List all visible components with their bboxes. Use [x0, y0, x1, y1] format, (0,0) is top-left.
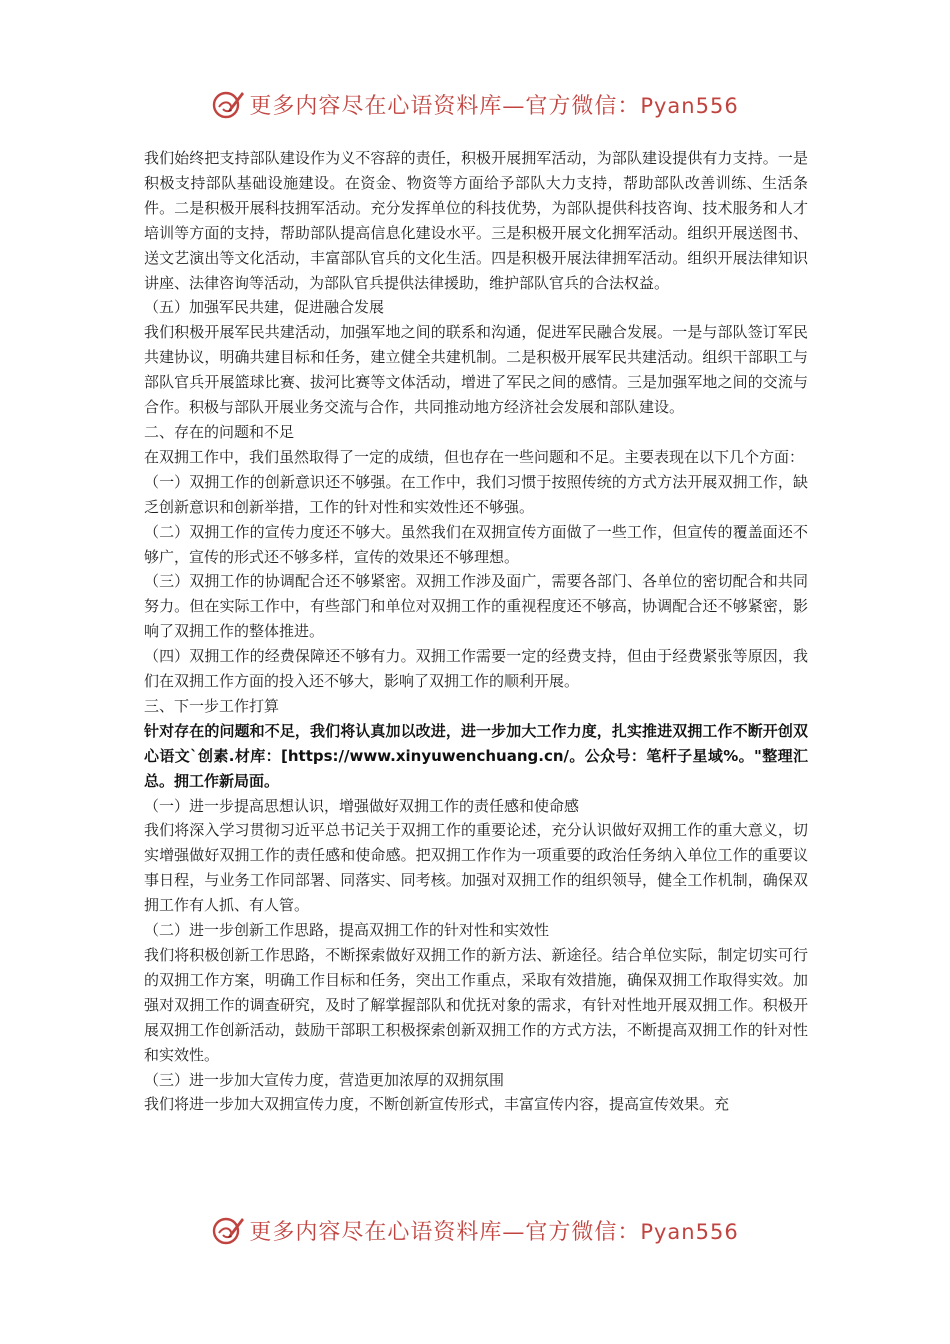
section-heading: （一）进一步提高思想认识，增强做好双拥工作的责任感和使命感 — [144, 796, 580, 815]
pen-logo-icon — [211, 87, 245, 121]
paragraph: （二）双拥工作的宣传力度还不够大。虽然我们在双拥宣传方面做了一些工作，但宣传的覆盖面还不够广，宣传的形式还不够多样，宣传的效果还不够理想。 — [144, 522, 808, 566]
header-banner — [0, 84, 950, 124]
header-banner-text: 更多内容尽在心语资料库—官方微信： — [249, 93, 641, 119]
footer-banner-wechat-id: Pyan556 — [640, 1219, 739, 1244]
paragraph: 在双拥工作中，我们虽然取得了一定的成绩，但也存在一些问题和不足。主要表现在以下几个方面： — [144, 447, 805, 466]
pen-logo-icon — [211, 1213, 245, 1247]
header-banner-wechat-id: Pyan556 — [640, 93, 739, 118]
section-heading: 三、下一步工作打算 — [144, 696, 280, 715]
paragraph: （四）双拥工作的经费保障还不够有力。双拥工作需要一定的经费支持，但由于经费紧张等原因，我们在双拥工作方面的投入还不够大，影响了双拥工作的顺利开展。 — [144, 647, 808, 691]
section-heading: 二、存在的问题和不足 — [144, 422, 295, 441]
section-heading: （五）加强军民共建，促进融合发展 — [144, 298, 385, 317]
document-body — [144, 146, 808, 1117]
paragraph: 我们始终把支持部队建设作为义不容辞的责任，积极开展拥军活动，为部队建设提供有力支持。一是积极支持部队基础设施建设。在资金、物资等方面给予部队大力支持，帮助部队改善训练、生活条件。二是积极开展科技拥军活动。充分发挥单位的科技优势，为部队提供科技咨询、技术服务和人才培训等方面的支持，帮助部队提高信息化建设水平。三是积极开展文化拥军活动。组织开展送图书、送文艺演出等文化活动，丰富部队官兵的文化生活。四是积极开展法律拥军活动。组织开展法律知识讲座、法律咨询等活动，为部队官兵提供法律援助，维护部队官兵的合法权益。 — [144, 149, 808, 292]
paragraph: 我们将进一步加大双拥宣传力度，不断创新宣传形式，丰富宣传内容，提高宣传效果。充 — [144, 1095, 730, 1114]
paragraph: 我们将积极创新工作思路，不断探索做好双拥工作的新方法、新途径。结合单位实际，制定切实可行的双拥工作方案，明确工作目标和任务，突出工作重点，采取有效措施，确保双拥工作取得实效。加强对双拥工作的调查研究，及时了解掌握部队和优抚对象的需求，有针对性地开展双拥工作。积极开展双拥工作创新活动，鼓励干部职工积极探索创新双拥工作的方式方法，不断提高双拥工作的针对性和实效性。 — [144, 946, 808, 1064]
footer-banner-text: 更多内容尽在心语资料库—官方微信： — [249, 1219, 641, 1245]
paragraph: 我们积极开展军民共建活动，加强军地之间的联系和沟通，促进军民融合发展。一是与部队签订军民共建协议，明确共建目标和任务，建立健全共建机制。二是积极开展军民共建活动。组织干部职工与部队官兵开展篮球比赛、拔河比赛等文体活动，增进了军民之间的感情。三是加强军地之间的交流与合作。积极与部队开展业务交流与合作，共同推动地方经济社会发展和部队建设。 — [144, 323, 808, 417]
section-heading: （二）进一步创新工作思路，提高双拥工作的针对性和实效性 — [144, 921, 550, 940]
bold-paragraph: 针对存在的问题和不足，我们将认真加以改进，进一步加大工作力度，扎实推进双拥工作不断开创双心语文`创素.材库：[https://www.xinyuwenchuang.cn/。公众号：笔杆子星域%。"整理汇总。拥工作新局面。 — [144, 721, 808, 790]
paragraph: （一）双拥工作的创新意识还不够强。在工作中，我们习惯于按照传统的方式方法开展双拥工作，缺乏创新意识和创新举措，工作的针对性和实效性还不够强。 — [144, 472, 808, 516]
paragraph: 我们将深入学习贯彻习近平总书记关于双拥工作的重要论述，充分认识做好双拥工作的重大意义，切实增强做好双拥工作的责任感和使命感。把双拥工作作为一项重要的政治任务纳入单位工作的重要议事日程，与业务工作同部署、同落实、同考核。加强对双拥工作的组织领导，健全工作机制，确保双拥工作有人抓、有人管。 — [144, 821, 808, 915]
section-heading: （三）进一步加大宣传力度，营造更加浓厚的双拥氛围 — [144, 1070, 505, 1089]
paragraph: （三）双拥工作的协调配合还不够紧密。双拥工作涉及面广，需要各部门、各单位的密切配合和共同努力。但在实际工作中，有些部门和单位对双拥工作的重视程度还不够高，协调配合还不够紧密，影响了双拥工作的整体推进。 — [144, 572, 808, 641]
footer-banner — [0, 1210, 950, 1250]
